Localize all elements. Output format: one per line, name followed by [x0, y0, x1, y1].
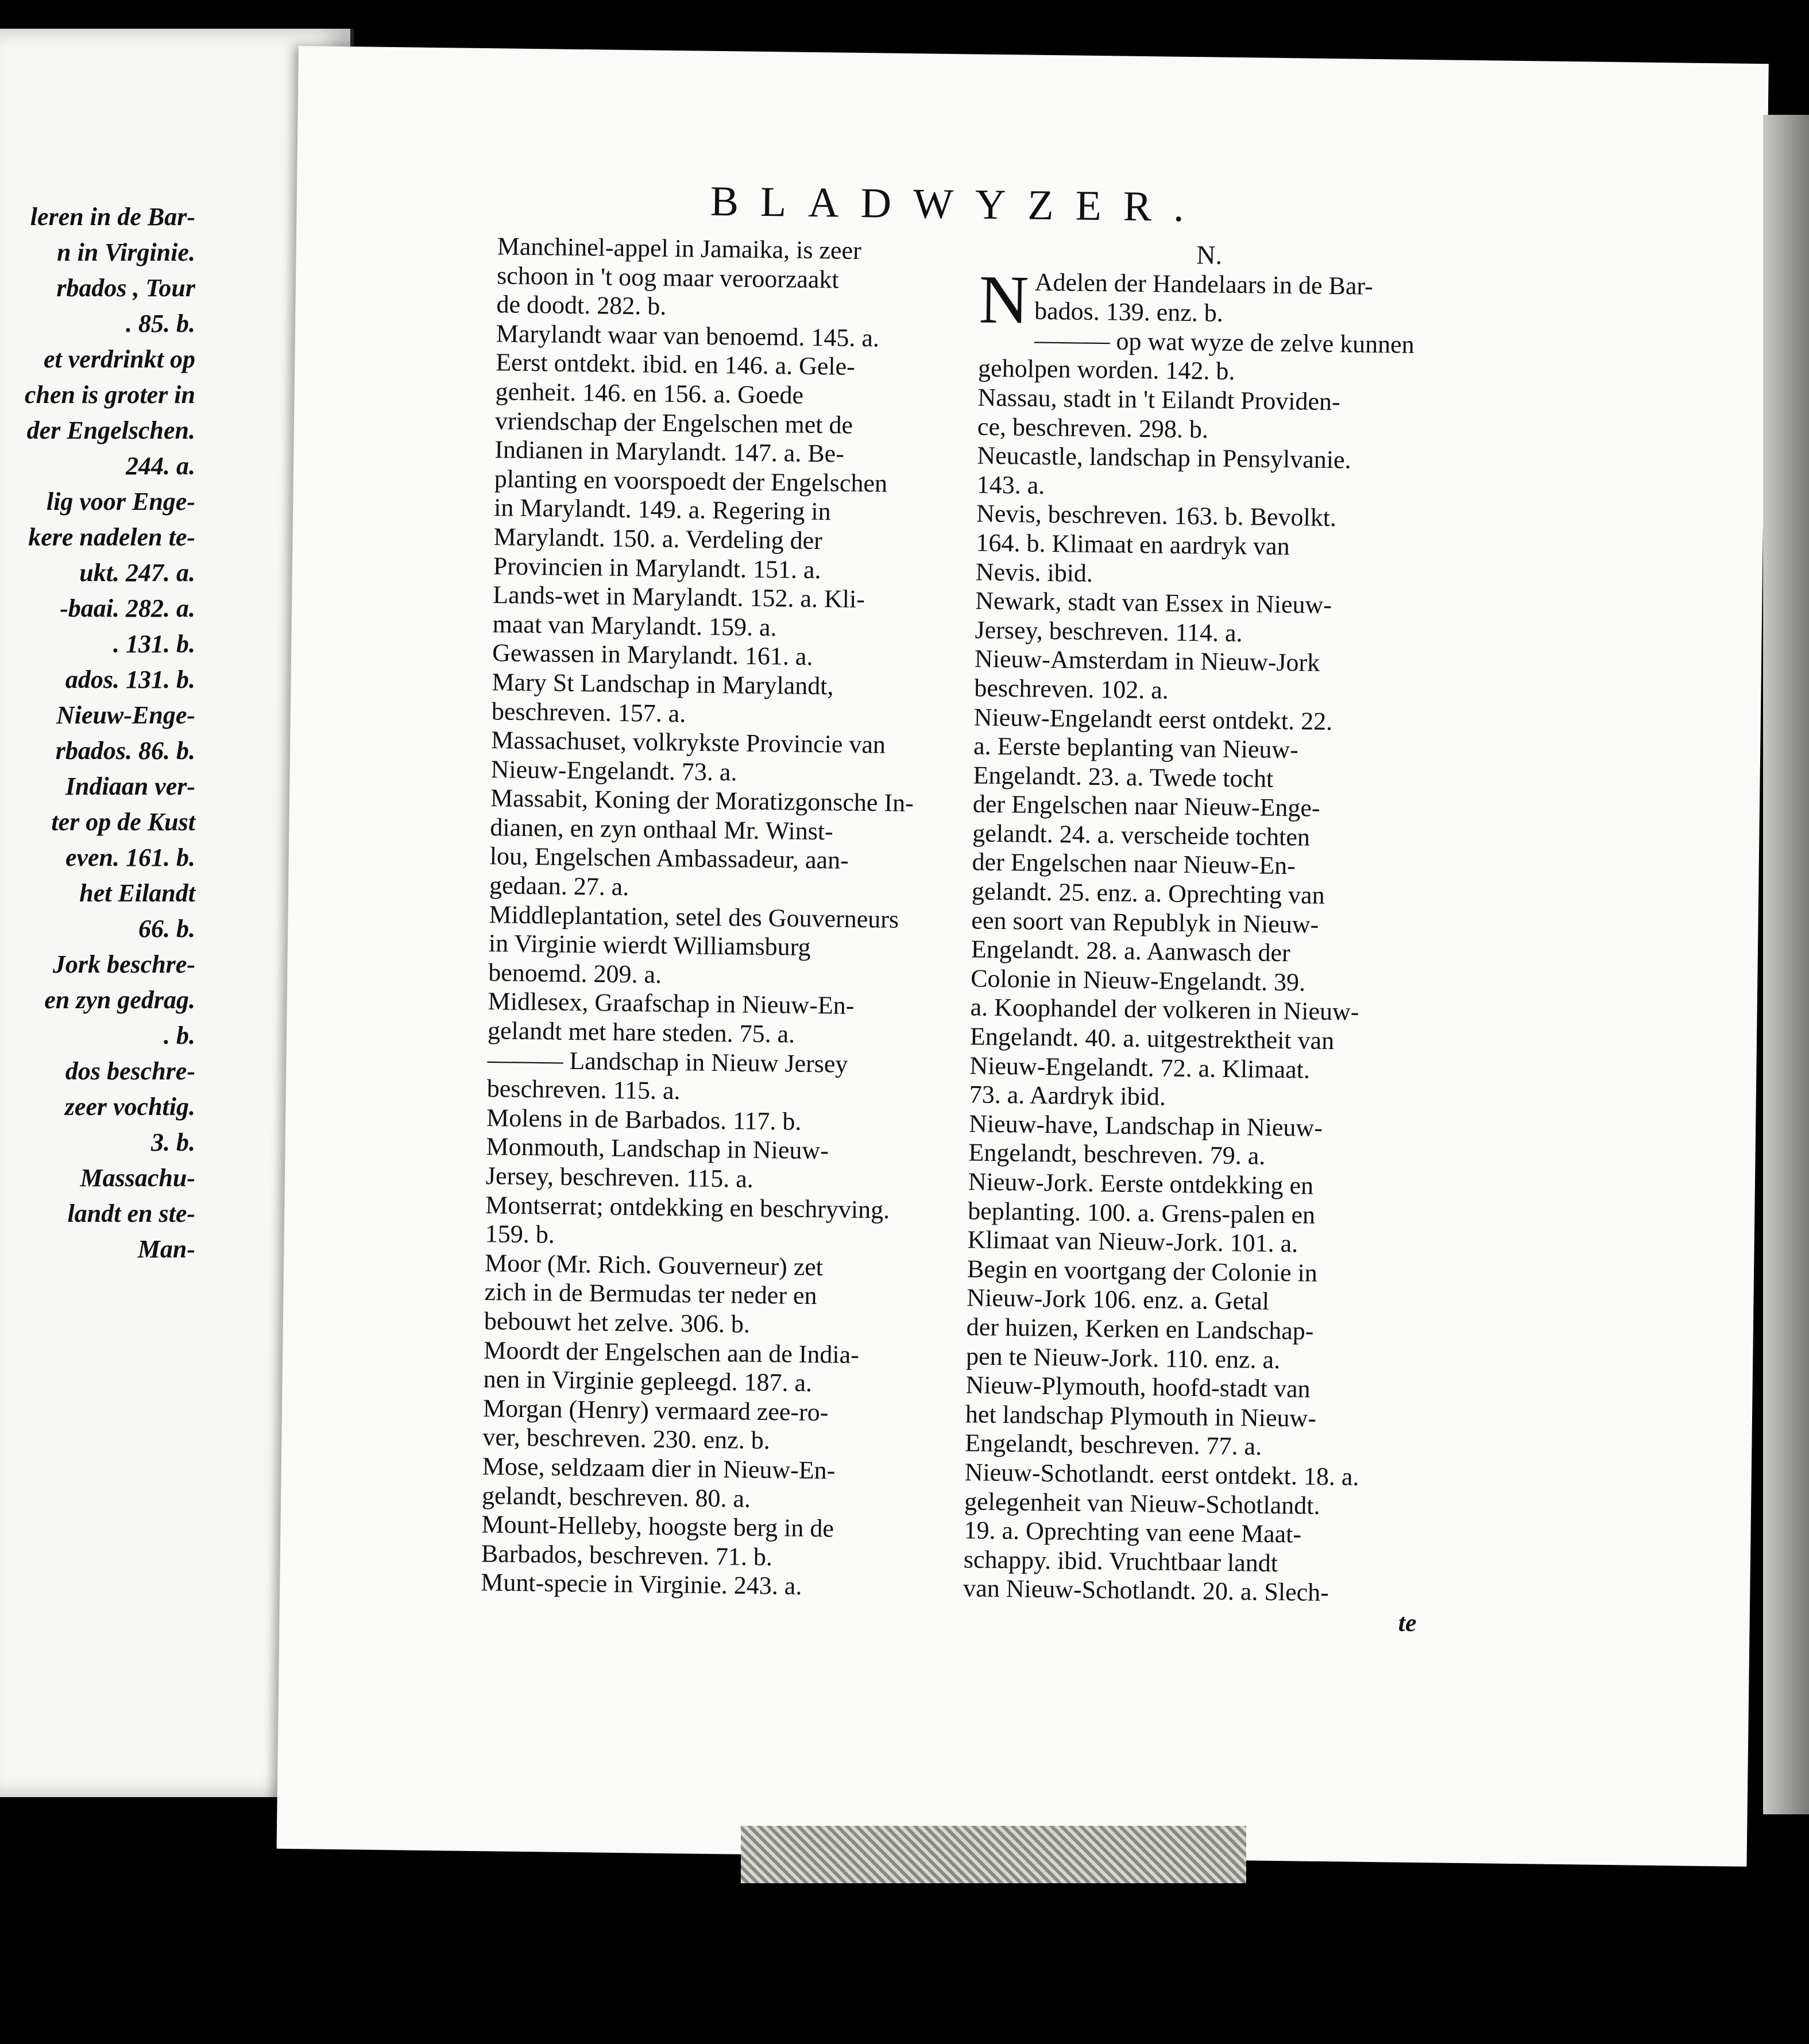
index-entry-line: schoon in 't oog maar veroorzaakt: [496, 261, 840, 294]
index-entry-line: Molens in de Barbados. 117. b.: [486, 1103, 802, 1136]
previous-page-line: Massachu-: [80, 1164, 195, 1192]
index-entry-line: Nieuw-Schotlandt. eerst ontdekt. 18. a.: [964, 1458, 1359, 1491]
previous-page-line: der Engelschen.: [26, 416, 195, 444]
index-entry-line: planting en voorspoedt der Engelschen: [494, 464, 888, 498]
index-entry-line: geholpen worden. 142. b.: [977, 354, 1235, 386]
previous-page-line: rbados. 86. b.: [55, 737, 195, 765]
index-entry-line: Nevis. ibid.: [975, 558, 1093, 587]
index-entry-line: Nassau, stadt in 't Eilandt Providen-: [977, 383, 1341, 416]
index-entry-line: Gewassen in Marylandt. 161. a.: [492, 638, 813, 671]
index-entry-line: beschreven. 102. a.: [974, 673, 1169, 704]
index-entry-line: 19. a. Oprechting van eene Maat-: [964, 1516, 1302, 1549]
index-entry-line: genheit. 146. en 156. a. Goede: [495, 377, 804, 409]
index-entry-line: Massachuset, volkrykste Provincie van: [490, 726, 886, 759]
index-entry-line: Nieuw-Engelandt eerst ontdekt. 22.: [973, 702, 1333, 735]
index-entry-line: Moor (Mr. Rich. Gouverneur) zet: [484, 1248, 824, 1282]
index-entry-line: Manchinel-appel in Jamaika, is zeer: [497, 232, 862, 265]
previous-page-line: 244. a.: [126, 452, 195, 480]
index-entry-line: bebouwt het zelve. 306. b.: [484, 1307, 751, 1338]
index-entry-line: beschreven. 115. a.: [486, 1074, 681, 1105]
index-entry-line: Munt-specie in Virginie. 243. a.: [481, 1568, 802, 1601]
previous-page-line: het Eilandt: [79, 879, 195, 907]
index-entry-line: in Virginie wierdt Williamsburg: [488, 929, 811, 962]
index-entry-line: gelandt. 25. enz. a. Oprechting van: [971, 877, 1325, 909]
index-entry-line: gelandt. 24. a. verscheide tochten: [972, 819, 1311, 851]
index-entry-line: a. Koophandel der volkeren in Nieuw-: [970, 993, 1359, 1027]
index-entry-line: nen in Virginie gepleegd. 187. a.: [483, 1365, 813, 1397]
index-entry-line: schappy. ibid. Vruchtbaar landt: [963, 1545, 1278, 1577]
index-entry-line: Lands-wet in Marylandt. 152. a. Kli-: [493, 580, 865, 614]
index-entry-line: Jersey, beschreven. 115. a.: [485, 1162, 754, 1193]
previous-page-line: et verdrinkt op: [44, 345, 195, 373]
index-entry-line: Nieuw-have, Landschap in Nieuw-: [968, 1109, 1323, 1142]
previous-page-line: en zyn gedrag.: [44, 986, 195, 1014]
index-entry-line: Nieuw-Engelandt. 73. a.: [490, 754, 737, 787]
index-entry-line: Engelandt, beschreven. 79. a.: [968, 1138, 1266, 1171]
previous-page-line: ukt. 247. a.: [79, 559, 195, 587]
index-entry-line: Marylandt. 150. a. Verdeling der: [493, 522, 823, 555]
previous-page-line: . 85. b.: [126, 309, 195, 338]
index-entry-line: Barbados, beschreven. 71. b.: [481, 1539, 773, 1571]
index-entry-line: Midlesex, Graafschap in Nieuw-En-: [488, 987, 855, 1020]
index-entry-line: gelegenheit van Nieuw-Schotlandt.: [964, 1486, 1320, 1520]
previous-page-line: . b.: [164, 1021, 195, 1050]
index-entry-line: Jersey, beschreven. 114. a.: [975, 615, 1243, 647]
catchword: te: [1398, 1608, 1417, 1637]
previous-page-line: -baai. 282. a.: [60, 594, 195, 622]
previous-page-line: zeer vochtig.: [64, 1093, 195, 1121]
index-entry-line: Monmouth, Landschap in Nieuw-: [486, 1132, 829, 1165]
index-entry-line: Massabit, Koning der Moratizgonsche In-: [490, 784, 914, 818]
index-entry-line: 159. b.: [485, 1220, 555, 1249]
index-entry-line: lou, Engelschen Ambassadeur, aan-: [489, 842, 849, 875]
index-entry-line: der Engelschen naar Nieuw-En-: [972, 847, 1296, 880]
index-entry-line: 164. b. Klimaat en aardryk van: [976, 528, 1290, 561]
index-entry-line: der huizen, Kerken en Landschap-: [966, 1313, 1314, 1345]
index-column-right: [963, 238, 1439, 1638]
index-entry-line: Mose, seldzaam dier in Nieuw-En-: [482, 1452, 836, 1485]
index-entry-line: Newark, stadt van Essex in Nieuw-: [975, 586, 1332, 620]
index-entry-line: Nieuw-Engelandt. 72. a. Klimaat.: [969, 1051, 1311, 1084]
previous-page-line: landt en ste-: [67, 1199, 195, 1228]
page-edge: [1763, 115, 1809, 1814]
index-entry-line: Engelandt, beschreven. 77. a.: [965, 1429, 1262, 1461]
index-entry-line: Mary St Landschap in Marylandt,: [492, 668, 834, 700]
index-page: [277, 46, 1769, 1867]
index-entry-line: Klimaat van Nieuw-Jork. 101. a.: [967, 1225, 1298, 1258]
index-entry-line: ver, beschreven. 230. enz. b.: [482, 1423, 771, 1455]
index-entry-line: Begin en voortgang der Colonie in: [967, 1255, 1318, 1287]
index-entry-line: beschreven. 157. a.: [491, 696, 686, 727]
index-entry-line: Indianen in Marylandt. 147. a. Be-: [494, 435, 845, 468]
index-entry-line: zich in de Bermudas ter neder en: [484, 1278, 817, 1310]
index-entry-line: Engelandt. 23. a. Twede tocht: [973, 761, 1274, 793]
previous-page-line: dos beschre-: [65, 1057, 195, 1085]
index-entry-line: ce, beschreven. 298. b.: [977, 412, 1209, 443]
index-entry-line: Mount-Helleby, hoogste berg in de: [481, 1510, 834, 1543]
index-entry-line: 143. a.: [976, 470, 1045, 500]
index-entry-line: Morgan (Henry) vermaard zee-ro-: [482, 1393, 829, 1427]
previous-page-line: Jork beschre-: [52, 950, 195, 978]
index-entry-line: maat van Marylandt. 159. a.: [492, 609, 777, 641]
drop-cap: N: [978, 261, 1030, 338]
index-entry-line: het landschap Plymouth in Nieuw-: [965, 1400, 1317, 1433]
index-entry-line: der Engelschen naar Nieuw-Enge-: [972, 789, 1320, 823]
index-entry-line: Moordt der Engelschen aan de India-: [483, 1335, 860, 1369]
index-entry-line: ——— op wat wyze de zelve kunnen: [1034, 326, 1414, 359]
previous-page-line: rbados , Tour: [56, 274, 195, 302]
index-entry-line: gelandt, beschreven. 80. a.: [481, 1481, 751, 1513]
index-entry-line: Neucastle, landschap in Pensylvanie.: [977, 441, 1351, 474]
previous-page-line: n in Virginie.: [57, 238, 195, 266]
index-entry-line: pen te Nieuw-Jork. 110. enz. a.: [965, 1341, 1281, 1374]
previous-page-line: ter op de Kust: [51, 808, 195, 836]
index-entry-line: 73. a. Aardryk ibid.: [969, 1080, 1166, 1111]
previous-page-line: Indiaan ver-: [65, 772, 195, 800]
previous-page-line: ados. 131. b.: [65, 665, 195, 694]
index-entry-line: Engelandt. 28. a. Aanwasch der: [971, 935, 1291, 967]
previous-page-line: lig voor Enge-: [46, 487, 195, 516]
previous-page-line: Nieuw-Enge-: [56, 701, 195, 729]
index-entry-line: benoemd. 209. a.: [488, 958, 662, 989]
index-entry-line: Provincien in Marylandt. 151. a.: [493, 551, 821, 584]
index-entry-line: Adelen der Handelaars in de Bar-: [1034, 268, 1374, 300]
index-entry-line: Montserrat; ontdekking en beschryving.: [485, 1190, 890, 1224]
previous-page-line: . 131. b.: [113, 630, 195, 658]
index-entry-line: ——— Landschap in Nieuw Jersey: [487, 1045, 848, 1078]
previous-page-line: even. 161. b.: [65, 843, 195, 872]
index-entry-line: Nieuw-Jork 106. enz. a. Getal: [967, 1283, 1270, 1316]
index-entry-line: beplanting. 100. a. Grens-palen en: [968, 1196, 1316, 1229]
index-entry-line: Nevis, beschreven. 163. b. Bevolkt.: [976, 499, 1337, 532]
index-entry-line: gedaan. 27. a.: [489, 871, 629, 901]
index-column-left: [481, 232, 951, 1602]
index-entry-line: Engelandt. 40. a. uitgestrektheit van: [969, 1022, 1335, 1055]
index-entry-line: Colonie in Nieuw-Engelandt. 39.: [970, 964, 1306, 997]
previous-page-line: 3. b.: [151, 1128, 195, 1156]
previous-page-line: leren in de Bar-: [30, 203, 195, 231]
index-entry-line: Nieuw-Amsterdam in Nieuw-Jork: [974, 644, 1320, 678]
index-entry-line: Nieuw-Plymouth, hoofd-stadt van: [965, 1371, 1311, 1403]
previous-page-line: Man-: [137, 1235, 195, 1263]
index-entry-line: in Marylandt. 149. a. Regering in: [493, 493, 832, 526]
index-entry-line: de doodt. 282. b.: [496, 290, 667, 321]
previous-page-line: 66. b.: [138, 915, 195, 943]
index-entry-line: Nieuw-Jork. Eerste ontdekking en: [968, 1167, 1314, 1200]
binding-strip: [741, 1826, 1246, 1883]
index-entry-line: Marylandt waar van benoemd. 145. a.: [496, 319, 880, 353]
section-letter: N.: [1196, 240, 1223, 270]
page-heading: BLADWYZER.: [710, 177, 1207, 231]
index-entry-line: bados. 139. enz. b.: [1034, 296, 1224, 327]
index-entry-line: Middleplantation, setel des Gouverneurs: [489, 900, 899, 934]
index-entry-line: vriendschap der Engelschen met de: [494, 406, 853, 439]
index-entry-line: a. Eerste beplanting van Nieuw-: [973, 731, 1299, 764]
index-entry-line: dianen, en zyn onthaal Mr. Winst-: [490, 813, 834, 846]
index-entry-line: een soort van Republyk in Nieuw-: [971, 906, 1319, 939]
index-entry-line: Eerst ontdekt. ibid. en 146. a. Gele-: [495, 348, 856, 381]
index-entry-line: gelandt met hare steden. 75. a.: [487, 1016, 795, 1048]
previous-page-line: kere nadelen te-: [28, 523, 195, 551]
previous-page-line: chen is groter in: [24, 381, 195, 409]
index-entry-line: van Nieuw-Schotlandt. 20. a. Slech-: [963, 1574, 1329, 1607]
